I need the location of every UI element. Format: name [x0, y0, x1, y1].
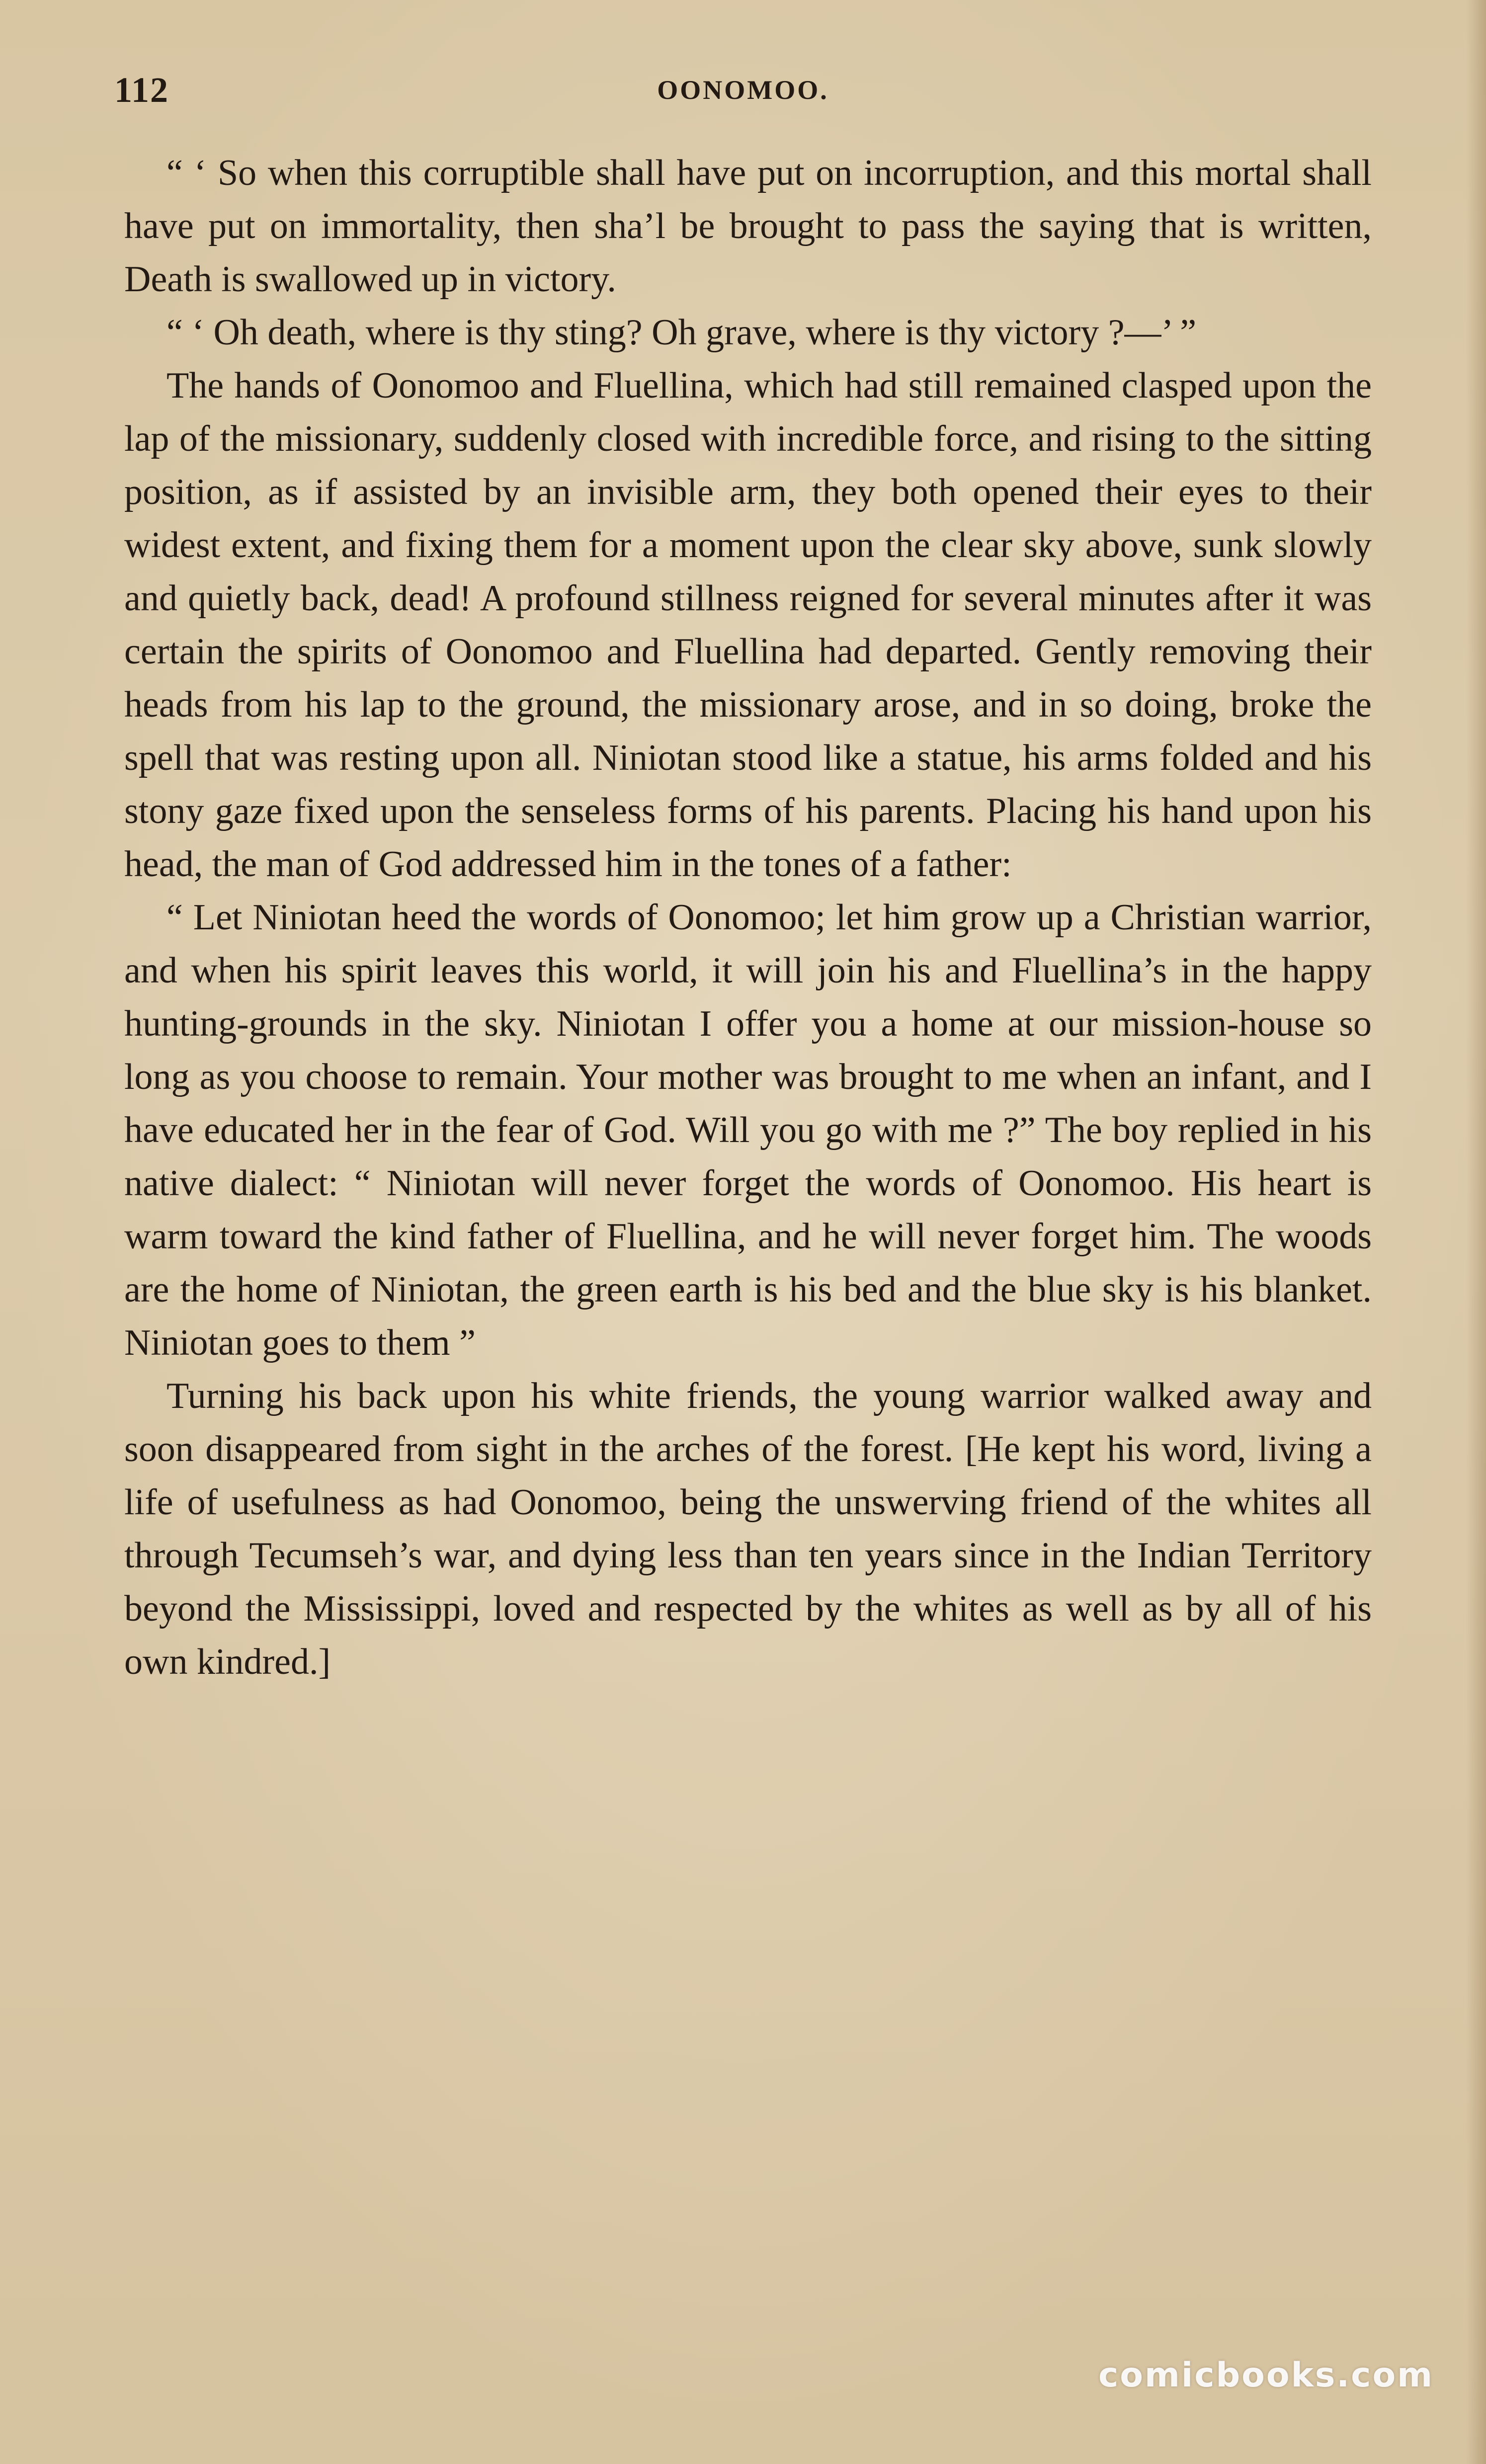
paragraph-death-scene: The hands of Oonomoo and Fluellina, which had still remained clasped upon the lap of the missionary, suddenly closed with incredible force, and rising to the sitting position, as if assisted by an invisible arm, they both opened their eyes to their widest extent, and fixing them for a moment upon the clear sky above, sunk slowly and quietly back, dead! A profound stillness reigned for several minutes after it was certain the spirits of Oonomoo and Fluellina had departed. Gently removing their heads from his lap to the ground, the missionary arose, and in so doing, broke the spell that was resting upon all. Niniotan stood like a statue, his arms folded and his stony gaze fixed upon the senseless forms of his parents. Placing his hand upon his head, the man of God addressed him in the tones of a father: — [124, 365, 1372, 885]
page-number: 112 — [114, 70, 169, 110]
paragraph-scripture-quote: “ ‘ So when this corruptible shall have put on incorruption, and this mortal shall have put on immortality, then sha’l be brought to pass the saying that is written, Death is swallowed up in victory. — [124, 153, 1372, 300]
body-text — [124, 147, 1372, 1689]
paragraph-death-sting: “ ‘ Oh death, where is thy sting? Oh grave, where is thy victory ?—’ ” — [166, 312, 1197, 353]
page-edge-shadow — [1466, 0, 1486, 2464]
paragraph-missionary-offer: “ Let Niniotan heed the words of Oonomoo; let him grow up a Christian warrior, and when his spirit leaves this world, it will join his and Fluellina’s in the happy hunting-grounds in the sky. Niniotan I offer you a home at our mission-house so long as you choose to remain. Your mother was brought to me when an infant, and I have educated her in the fear of God. Will you go with me ?” The boy replied in his native dialect: “ Niniotan will never forget the words of Oonomoo. His heart is warm toward the kind father of Fluellina, and he will never forget him. The woods are the home of Niniotan, the green earth is his bed and the blue sky is his blanket. Niniotan goes to them ” — [124, 897, 1372, 1363]
running-title: OONOMOO. — [657, 75, 829, 105]
paragraph-niniotan-departs: Turning his back upon his white friends, the young warrior walked away and soon disappeared from sight in the arches of the forest. [He kept his word, living a life of usefulness as had Oonomoo, being the unswerving friend of the whites all through Tecumseh’s war, and dying less than ten years since in the Indian Territory beyond the Mississippi, loved and respected by the whites as well as by all of his own kindred.] — [124, 1376, 1372, 1682]
running-head — [114, 70, 1372, 119]
site-watermark: comicbooks.com — [1098, 2356, 1434, 2395]
